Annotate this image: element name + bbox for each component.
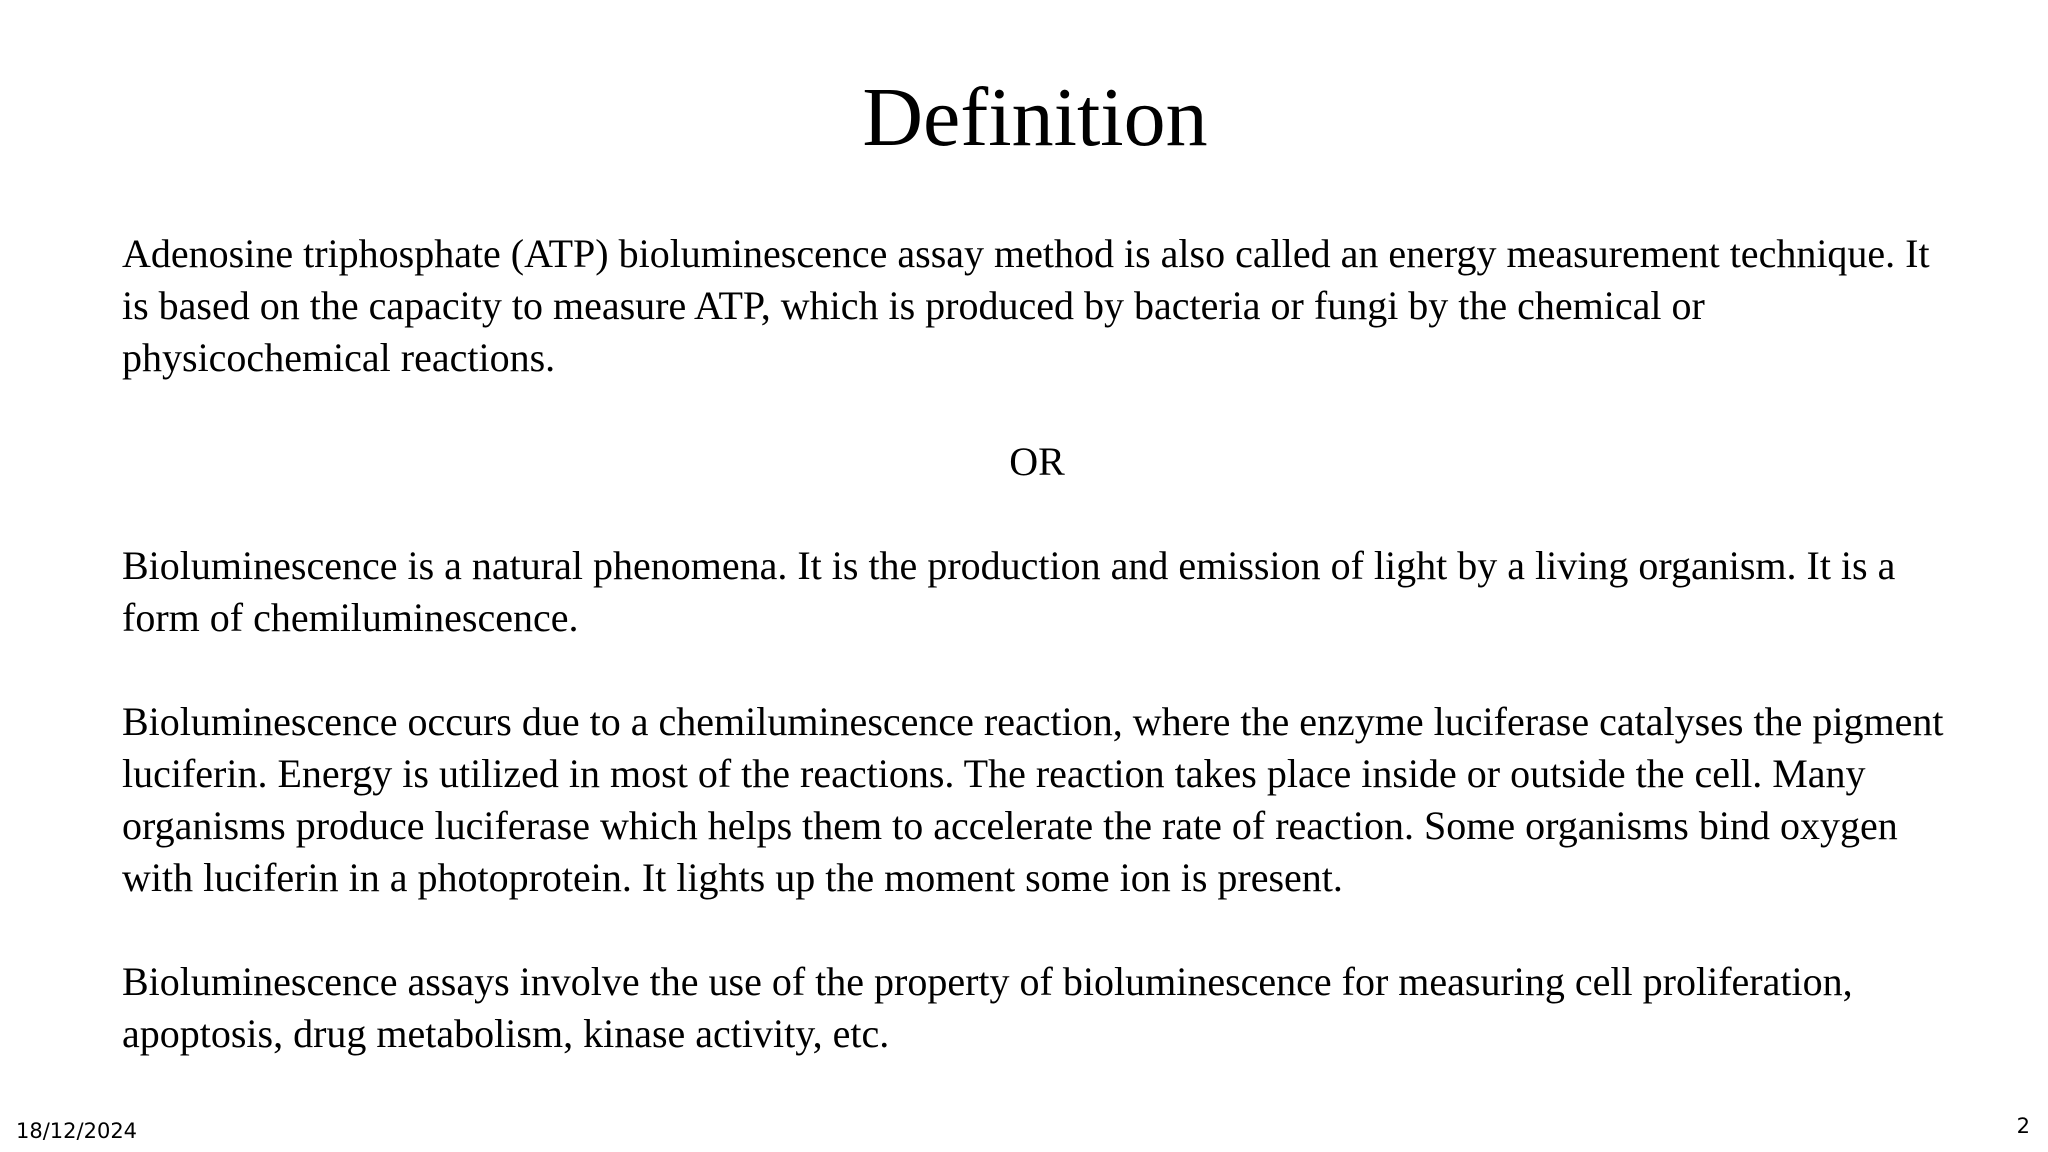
paragraph-bioluminescence-mechanism: Bioluminescence occurs due to a chemiluminescence reaction, where the enzyme luciferase catalyses the pigment luciferin. Energy is utilized in most of the reactions. The reaction takes place inside or outside the cell. Many organisms produce luciferase which helps them to accelerate the rate of reaction. Some organisms bind oxygen with luciferin in a photoprotein. It lights up the moment some ion is present. bbox=[122, 699, 1944, 900]
or-separator: OR bbox=[1009, 439, 1065, 484]
slide-title: Definition bbox=[862, 71, 1208, 164]
slide-body bbox=[122, 228, 1962, 1060]
page-number: 2 bbox=[2016, 1114, 2030, 1138]
paragraph-gap bbox=[122, 644, 1962, 696]
paragraph-atp-definition: Adenosine triphosphate (ATP) bioluminescence assay method is also called an energy measurement technique. It is based on the capacity to measure ATP, which is produced by bacteria or fungi by the chemical or physicochemical reactions. bbox=[122, 231, 1930, 380]
paragraph-bioluminescence-assays: Bioluminescence assays involve the use of the property of bioluminescence for measuring cell proliferation, apoptosis, drug metabolism, kinase activity, etc. bbox=[122, 959, 1853, 1056]
footer-date: 18/12/2024 bbox=[16, 1119, 138, 1143]
paragraph-bioluminescence-definition: Bioluminescence is a natural phenomena. It is the production and emission of light by a living organism. It is a form of chemiluminescence. bbox=[122, 543, 1896, 640]
paragraph-gap bbox=[122, 488, 1962, 540]
paragraph-gap bbox=[122, 904, 1962, 956]
paragraph-gap bbox=[122, 384, 1962, 436]
